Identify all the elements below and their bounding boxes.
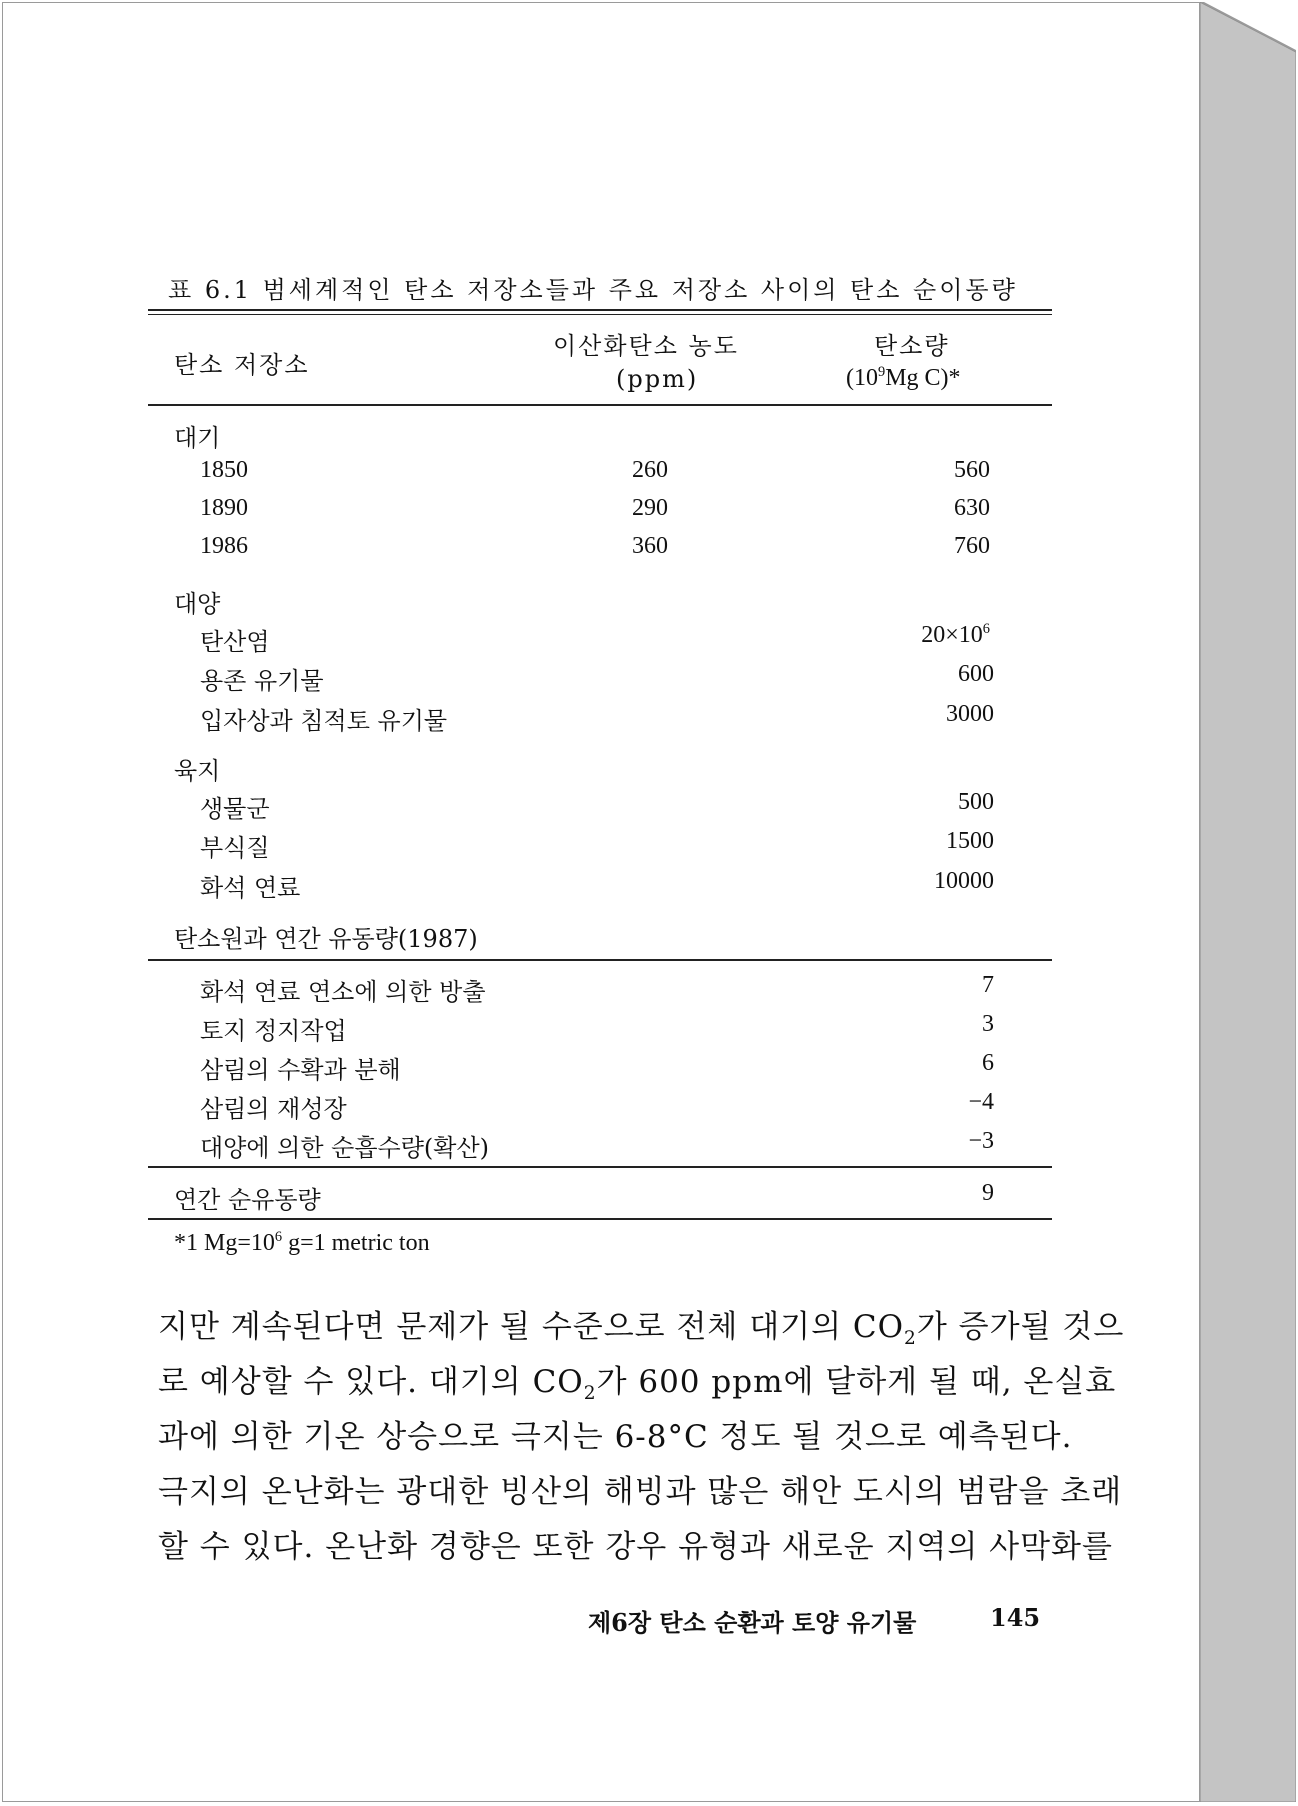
running-footer: 제6장 탄소 순환과 토양 유기물 bbox=[588, 1608, 917, 1637]
flux-item: 대양에 의한 순흡수량(확산) bbox=[200, 1134, 490, 1162]
flux-item: 삼림의 재성장 bbox=[200, 1095, 347, 1123]
atm-ppm: 360 bbox=[632, 533, 668, 559]
flux-item: 화석 연료 연소에 의한 방출 bbox=[200, 978, 486, 1006]
land-item: 부식질 bbox=[200, 834, 270, 862]
atm-year: 1986 bbox=[200, 533, 248, 559]
ocean-carbon: $20\times 10^6$ bbox=[921, 621, 990, 648]
atm-ppm: 290 bbox=[632, 495, 668, 521]
header-reservoir: 탄소 저장소 bbox=[174, 351, 310, 379]
body-line-1: 지만 계속된다면 문제가 될 수준으로 전체 대기의 $CO_2$가 증가될 것으 bbox=[158, 1309, 1125, 1350]
flux-value: 6 bbox=[982, 1050, 994, 1076]
atm-year: 1890 bbox=[200, 495, 248, 521]
flux-value: 7 bbox=[982, 972, 994, 998]
total-top-rule bbox=[148, 1166, 1052, 1168]
flux-value: 3 bbox=[982, 1011, 994, 1037]
page-number: 145 bbox=[990, 1603, 1041, 1632]
header-carbon-unit: ($10^9Mg$ C)* bbox=[846, 364, 961, 391]
ocean-item: 용존 유기물 bbox=[200, 667, 324, 695]
land-carbon: 10000 bbox=[934, 868, 994, 894]
land-carbon: 1500 bbox=[946, 828, 994, 854]
atm-carbon: 560 bbox=[954, 457, 990, 483]
body-line-2: 로 예상할 수 있다. 대기의 $CO_2$가 600 ppm에 달하게 될 때, 온실효 bbox=[158, 1364, 1117, 1405]
atm-year: 1850 bbox=[200, 457, 248, 483]
section-land: 육지 bbox=[174, 757, 221, 785]
flux-value: −4 bbox=[968, 1089, 994, 1115]
body-line-4: 극지의 온난화는 광대한 빙산의 해빙과 많은 해안 도시의 범람을 초래 bbox=[158, 1474, 1123, 1510]
body-line-3: 과에 의한 기온 상승으로 극지는 6-8°C 정도 될 것으로 예측된다. bbox=[158, 1419, 1073, 1455]
section-ocean: 대양 bbox=[174, 590, 221, 618]
total-value: 9 bbox=[982, 1180, 994, 1206]
flux-item: 토지 정지작업 bbox=[200, 1017, 347, 1045]
ocean-carbon: 3000 bbox=[946, 701, 994, 727]
flux-value: −3 bbox=[968, 1128, 994, 1154]
land-item: 화석 연료 bbox=[200, 874, 301, 902]
body-line-5: 할 수 있다. 온난화 경향은 또한 강우 유형과 새로운 지역의 사막화를 bbox=[158, 1529, 1113, 1565]
atm-carbon: 630 bbox=[954, 495, 990, 521]
table-top-rule-thin bbox=[148, 314, 1052, 315]
table-top-rule bbox=[148, 309, 1052, 311]
book-spine bbox=[1200, 2, 1296, 1802]
ocean-carbon: 600 bbox=[958, 661, 994, 687]
land-item: 생물군 bbox=[200, 795, 270, 823]
atm-carbon: 760 bbox=[954, 533, 990, 559]
ocean-item: 입자상과 침적토 유기물 bbox=[200, 707, 448, 735]
total-label: 연간 순유동량 bbox=[174, 1186, 321, 1214]
atm-ppm: 260 bbox=[632, 457, 668, 483]
header-co2-unit: (ppm) bbox=[616, 365, 699, 393]
table-caption: 표 6.1 범세계적인 탄소 저장소들과 주요 저장소 사이의 탄소 순이동량 bbox=[168, 276, 1018, 304]
land-carbon: 500 bbox=[958, 789, 994, 815]
section-atmosphere: 대기 bbox=[174, 424, 221, 452]
flux-rule bbox=[148, 959, 1052, 961]
table-bottom-rule bbox=[148, 1218, 1052, 1220]
header-carbon-amount: 탄소량 bbox=[874, 332, 950, 360]
header-rule bbox=[148, 404, 1052, 406]
table-footnote: *1 $Mg=10^6$ g=1 metric ton bbox=[174, 1229, 430, 1256]
section-flux: 탄소원과 연간 유동량(1987) bbox=[174, 925, 478, 953]
header-co2-concentration: 이산화탄소 농도 bbox=[553, 332, 739, 360]
ocean-item: 탄산염 bbox=[200, 628, 270, 656]
flux-item: 삼림의 수확과 분해 bbox=[200, 1056, 401, 1084]
